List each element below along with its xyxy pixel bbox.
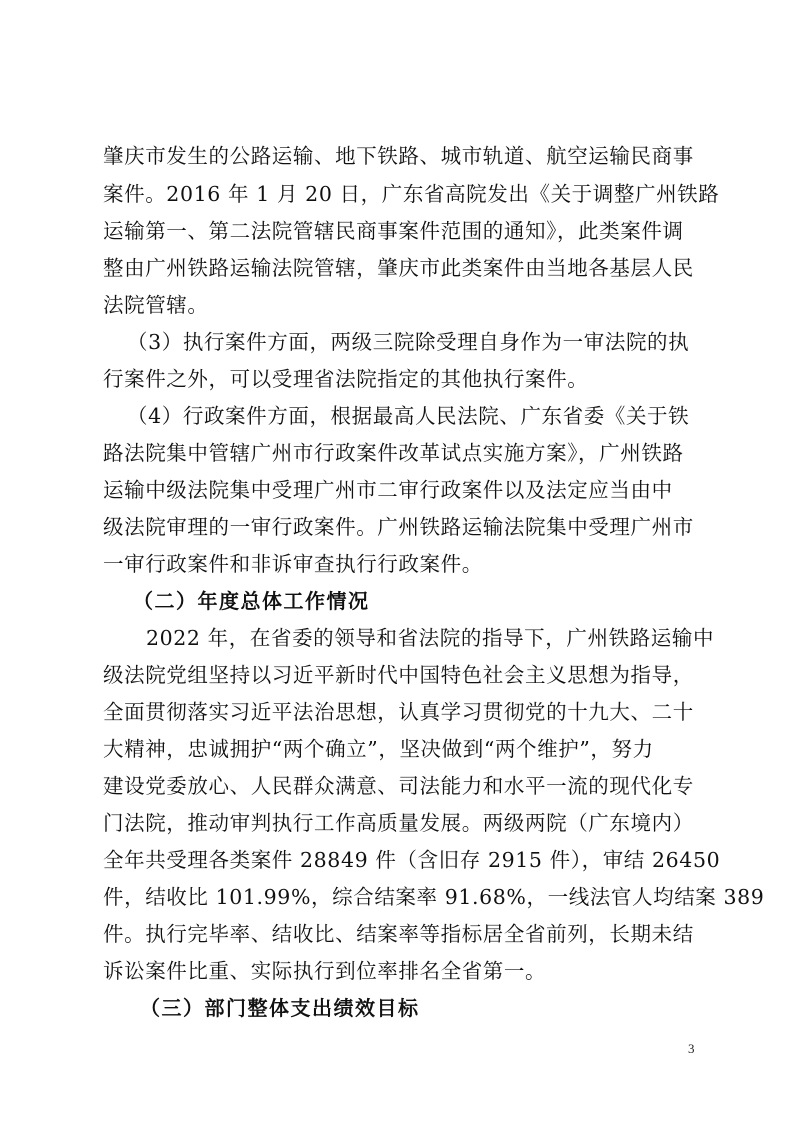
paragraph-line: 级法院审理的一审行政案件。广州铁路运输法院集中受理广州市	[103, 515, 694, 539]
section-heading: （二）年度总体工作情况	[133, 589, 370, 613]
paragraph-line: 一审行政案件和非诉审查执行行政案件。	[103, 552, 483, 576]
paragraph-line: 件。执行完毕率、结收比、结案率等指标居全省前列，长期未结	[103, 922, 694, 946]
section-heading: （三）部门整体支出绩效目标	[140, 996, 420, 1020]
paragraph-line: 大精神，忠诚拥护“两个确立”，坚决做到“两个维护”，努力	[103, 737, 654, 761]
paragraph-line: （3）执行案件方面，两级三院除受理自身作为一审法院的执	[127, 330, 690, 354]
paragraph-line: 肇庆市发生的公路运输、地下铁路、城市轨道、航空运输民商事	[103, 144, 694, 168]
paragraph-line: 案件。2016 年 1 月 20 日，广东省高院发出《关于调整广州铁路	[103, 182, 720, 206]
paragraph-line: 全面贯彻落实习近平法治思想，认真学习贯彻党的十九大、二十	[103, 700, 694, 724]
paragraph-line: （4）行政案件方面，根据最高人民法院、广东省委《关于铁	[127, 404, 690, 428]
paragraph-line: 诉讼案件比重、实际执行到位率排名全省第一。	[103, 959, 547, 983]
paragraph-line: 2022 年，在省委的领导和省法院的指导下，广州铁路运输中	[146, 626, 715, 650]
paragraph-line: 门法院，推动审判执行工作高质量发展。两级两院（广东境内）	[103, 811, 694, 835]
paragraph-line: 运输第一、第二法院管辖民商事案件范围的通知》，此类案件调	[103, 219, 684, 243]
paragraph-line: 建设党委放心、人民群众满意、司法能力和水平一流的现代化专	[103, 774, 694, 798]
paragraph-line: 路法院集中管辖广州市行政案件改革试点实施方案》，广州铁路	[103, 441, 684, 465]
page-number: 3	[688, 1041, 695, 1056]
paragraph-line: 法院管辖。	[103, 293, 209, 317]
paragraph-line: 运输中级法院集中受理广州市二审行政案件以及法定应当由中	[103, 478, 673, 502]
paragraph-line: 全年共受理各类案件 28849 件（含旧存 2915 件），审结 26450	[103, 848, 721, 872]
paragraph-line: 整由广州铁路运输法院管辖，肇庆市此类案件由当地各基层人民	[103, 256, 694, 280]
paragraph-line: 行案件之外，可以受理省法院指定的其他执行案件。	[103, 367, 589, 391]
paragraph-line: 件，结收比 101.99%，综合结案率 91.68%，一线法官人均结案 389	[103, 885, 765, 909]
paragraph-line: 级法院党组坚持以习近平新时代中国特色社会主义思想为指导，	[103, 663, 694, 687]
